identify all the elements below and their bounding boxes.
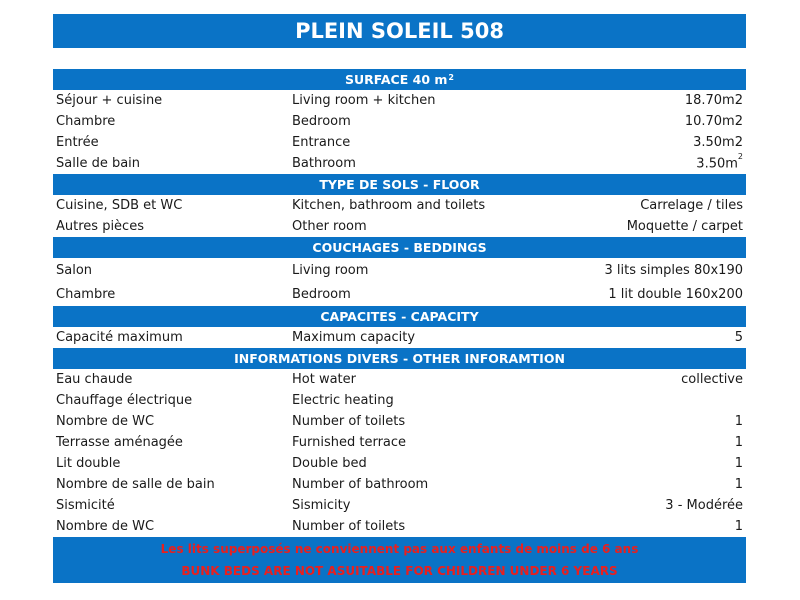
warning-banner [53, 537, 746, 583]
row-value: 3.50m [696, 156, 738, 172]
row-value: 1 [734, 435, 743, 450]
table-row [53, 390, 746, 411]
page-title-text: PLEIN SOLEIL 508 [295, 19, 504, 43]
row-label-fr: Nombre de salle de bain [56, 477, 215, 492]
row-label-en: Number of bathroom [292, 477, 429, 492]
table-row [53, 432, 746, 453]
row-label-en: Bedroom [292, 286, 351, 302]
row-value: 1 [734, 414, 743, 429]
row-label-fr: Sismicité [56, 498, 115, 513]
section-header-surface-text: SURFACE 40 m [345, 72, 448, 87]
row-value-sup: 2 [737, 152, 743, 162]
table-row [53, 258, 746, 282]
section-header-capacity-text: CAPACITES - CAPACITY [320, 309, 479, 324]
warning-text-en: BUNK BEDS ARE NOT ASUITABLE FOR CHILDREN UNDER 6 YEARS [181, 564, 618, 578]
section-header-beddings-text: COUCHAGES - BEDDINGS [312, 240, 487, 255]
section-header-capacity [53, 306, 746, 327]
row-label-fr: Séjour + cuisine [56, 93, 163, 108]
table-row [53, 153, 746, 174]
row-label-fr: Terrasse aménagée [56, 435, 183, 450]
row-value-cell [592, 152, 746, 172]
page-title [53, 14, 746, 48]
table-row [53, 90, 746, 111]
row-label-en: Hot water [292, 372, 356, 387]
row-label-fr: Capacité maximum [56, 330, 183, 345]
row-label-en: Double bed [292, 456, 367, 471]
table-row [53, 132, 746, 153]
section-header-floor-text: TYPE DE SOLS - FLOOR [319, 177, 480, 192]
row-label-en: Number of toilets [292, 519, 406, 534]
row-label-en: Entrance [292, 135, 351, 150]
row-value: 1 [734, 519, 743, 534]
table-row [53, 282, 746, 306]
section-header-info [53, 348, 746, 369]
row-label-fr: Chauffage électrique [56, 393, 193, 408]
row-label-en: Electric heating [292, 393, 394, 408]
row-label-fr: Entrée [56, 135, 99, 150]
table-row [53, 195, 746, 216]
row-value: Carrelage / tiles [640, 198, 743, 213]
row-label-en: Maximum capacity [292, 330, 416, 345]
row-label-fr: Chambre [56, 114, 116, 129]
row-value: 1 lit double 160x200 [608, 286, 743, 302]
table-row [53, 453, 746, 474]
table-row [53, 474, 746, 495]
row-label-en: Kitchen, bathroom and toilets [292, 198, 486, 213]
row-value: 3 - Modérée [665, 498, 743, 513]
table-row [53, 495, 746, 516]
row-label-fr: Nombre de WC [56, 414, 155, 429]
row-value: 18.70m2 [684, 93, 743, 108]
row-label-fr: Eau chaude [56, 372, 133, 387]
table-row [53, 411, 746, 432]
row-label-en: Other room [292, 219, 367, 234]
row-label-en: Bathroom [292, 156, 356, 171]
section-header-info-text: INFORMATIONS DIVERS - OTHER INFORAMTION [234, 351, 565, 366]
row-value: 1 [734, 456, 743, 471]
section-header-floor [53, 174, 746, 195]
row-label-fr: Nombre de WC [56, 519, 155, 534]
row-label-en: Living room [292, 262, 369, 278]
row-label-en: Bedroom [292, 114, 351, 129]
section-header-beddings [53, 237, 746, 258]
row-value: 1 [734, 477, 743, 492]
row-label-en: Number of toilets [292, 414, 406, 429]
table-row [53, 216, 746, 237]
row-label-en: Living room + kitchen [292, 93, 436, 108]
section-header-surface-sup: 2 [448, 73, 454, 82]
table-row [53, 111, 746, 132]
row-value: collective [681, 372, 743, 387]
row-value: 5 [734, 330, 743, 345]
row-label-fr: Lit double [56, 456, 121, 471]
table-row [53, 516, 746, 537]
row-label-fr: Salle de bain [56, 156, 141, 171]
row-label-fr: Autres pièces [56, 219, 144, 234]
row-value: 3.50m2 [693, 135, 743, 150]
row-label-fr: Chambre [56, 286, 116, 302]
section-header-surface [53, 69, 746, 90]
row-label-en: Furnished terrace [292, 435, 407, 450]
warning-text-fr: Les lits superposés ne conviennent pas aux enfants de moins de 6 ans [160, 542, 639, 556]
row-value: 10.70m2 [684, 114, 743, 129]
row-label-en: Sismicity [292, 498, 351, 513]
row-value: 3 lits simples 80x190 [604, 262, 743, 278]
row-label-fr: Cuisine, SDB et WC [56, 198, 183, 213]
row-value: Moquette / carpet [626, 219, 743, 234]
table-row [53, 327, 746, 348]
table-row [53, 369, 746, 390]
property-sheet [53, 69, 746, 583]
row-label-fr: Salon [56, 262, 93, 278]
